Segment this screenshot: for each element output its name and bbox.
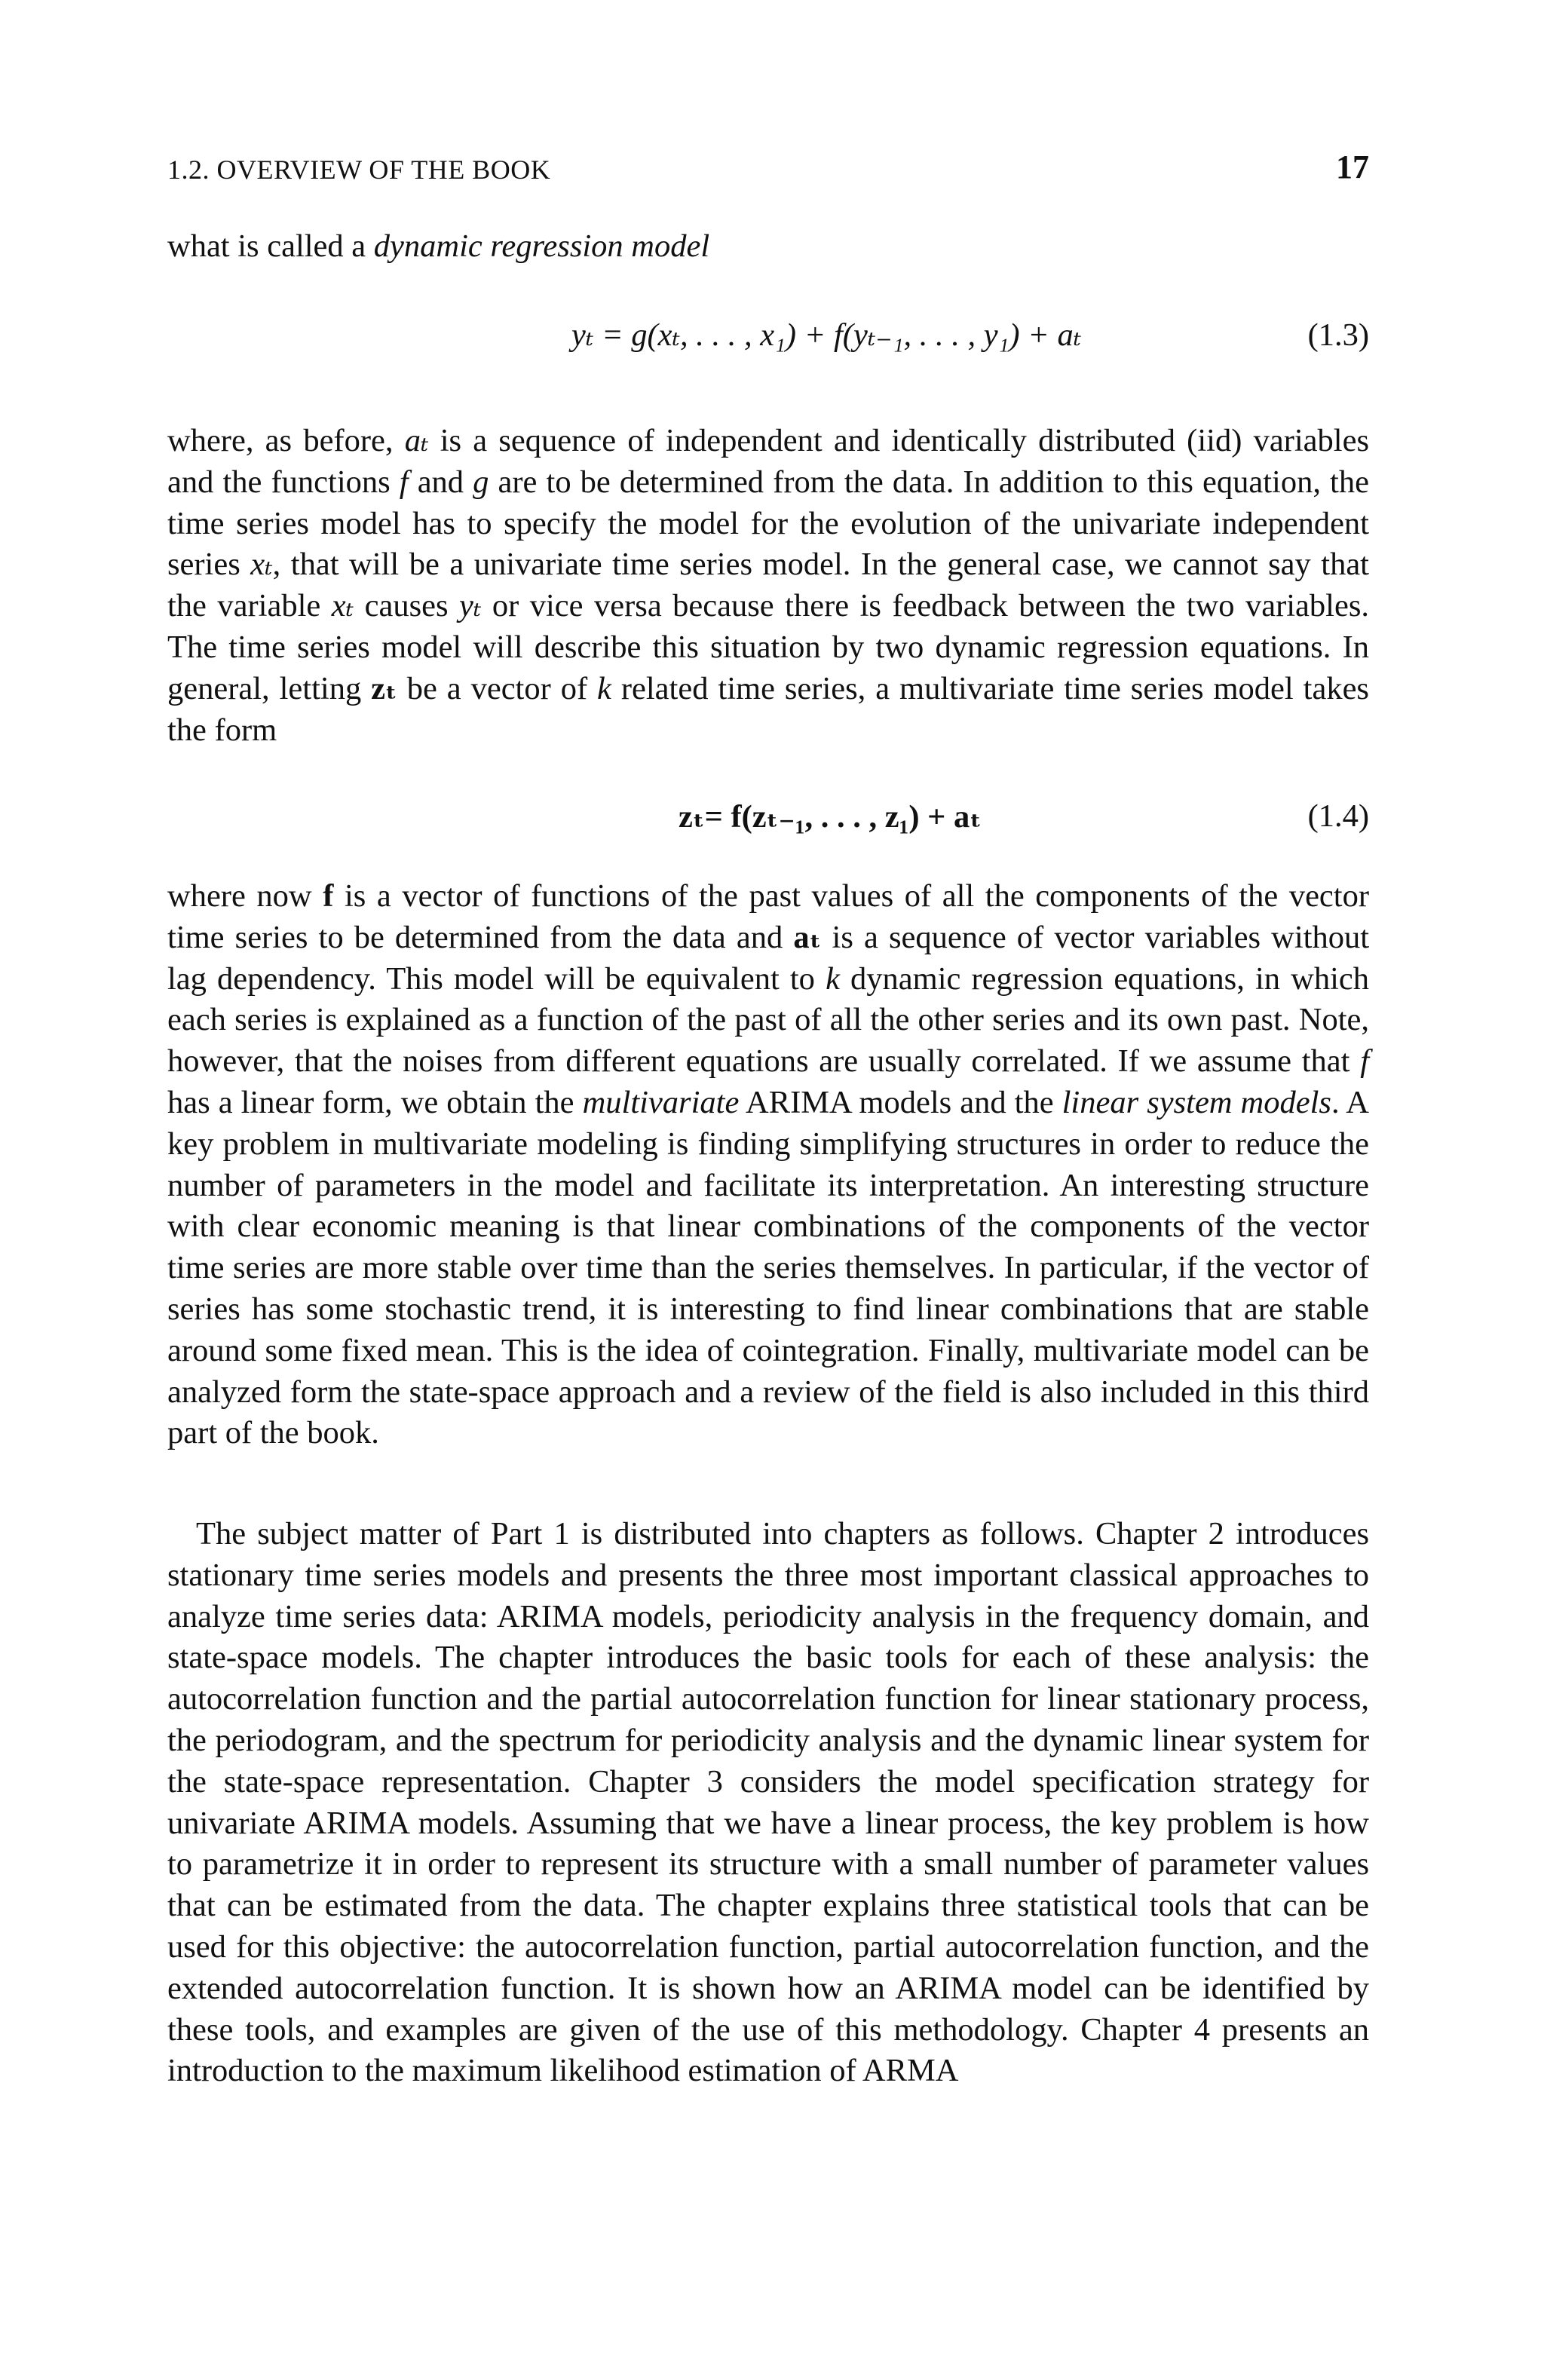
text-run: be a vector of xyxy=(397,670,598,706)
math-symbol: xₜ xyxy=(331,588,354,624)
equation-expression: yₜ = g(xₜ, . . . , x₁) + f(yₜ₋₁, . . . , y₁) + aₜ xyxy=(571,317,1082,353)
math-vector: zₜ xyxy=(371,670,397,706)
math-symbol: f xyxy=(1360,1043,1369,1080)
emphasis: multivariate xyxy=(582,1084,740,1120)
text-run: , that will be a univariate time series model. In the general case, we cannot say that the variable xyxy=(167,547,1369,624)
equation-number: (1.3) xyxy=(1307,317,1369,353)
text-run: has a linear form, we obtain the xyxy=(167,1084,583,1120)
equation-1-3 xyxy=(167,317,1369,362)
lead-text: what is called a xyxy=(167,228,374,264)
paragraph-1 xyxy=(167,421,1369,751)
text-run: and xyxy=(408,464,473,500)
math-symbol: xₜ xyxy=(250,547,273,583)
running-header xyxy=(167,148,1369,193)
paragraph-3: The subject matter of Part 1 is distributed into chapters as follows. Chapter 2 introduces stationary time series models and presents the three most important classical approaches to analyze time series data: ARIMA models, periodicity analysis in the frequency domain, and state-space models. The chapter introduces the basic tools for each of these analysis: the autocorrelation function and the partial autocorrelation function for linear stationary process, the periodogram, and the spectrum for periodicity analysis and the dynamic linear system for the state-space representation. Chapter 3 considers the model specification strategy for univariate ARIMA models. Assuming that we have a linear process, the key problem is how to parametrize it in order to represent its structure with a small number of parameter values that can be estimated from the data. The chapter explains three statistical tools that can be used for this objective: the autocorrelation function, partial autocorrelation function, and the extended autocorrelation function. It is shown how an ARIMA model can be identified by these tools, and examples are given of the use of this methodology. Chapter 4 presents an introduction to the maximum likelihood estimation of ARMA xyxy=(167,1516,1369,2089)
text-run: where now xyxy=(167,878,323,914)
emphasis: linear system models xyxy=(1062,1084,1331,1120)
text-run: is a sequence of vector variables without lag dependency. This model will be equivalent to xyxy=(167,919,1370,997)
text-run: . A key problem in multivariate modeling is finding simplifying structures in order to reduce the number of parameters in the model and facilitate its interpretation. An interesting structure with clear economic meaning is that linear combinations of the components of the vector time series are more stable over time than the series themselves. In particular, if the vector of series has some stochastic trend, it is interesting to find linear combinations that are stable around some fixed mean. This is the idea of cointegration. Finally, multivariate model can be analyzed form the state-space approach and a review of the field is also included in this third part of the book. xyxy=(167,1084,1369,1451)
math-vector: aₜ xyxy=(793,919,822,955)
text-run: dynamic regression equations, in which each series is explained as a function of the past of all the other series and its own past. Note, however, that the noises from different equations are usually correlated. If we assume that xyxy=(167,960,1369,1080)
math-symbol: f xyxy=(399,464,409,500)
math-symbol: yₜ xyxy=(459,588,482,624)
math-symbol: k xyxy=(826,960,840,997)
text-run: where, as before, xyxy=(167,423,405,458)
equation-1-4 xyxy=(167,798,1369,843)
text-run: is a sequence of independent and identically distributed (iid) variables and the functions xyxy=(167,423,1369,500)
paragraph-2 xyxy=(167,876,1369,1454)
equation-number: (1.4) xyxy=(1307,798,1369,834)
lead-term: dynamic regression model xyxy=(373,228,710,264)
text-run: or vice versa because there is feedback between the two variables. The time series model will describe this situation by two dynamic regression equations. In general, letting xyxy=(167,588,1370,706)
math-symbol: k xyxy=(597,670,611,706)
text-run: causes xyxy=(354,588,460,624)
text-run: related time series, a multivariate time series model takes the form xyxy=(167,670,1369,748)
text-run: ARIMA models and the xyxy=(739,1084,1062,1120)
math-vector: f xyxy=(323,878,334,914)
math-symbol: aₜ xyxy=(404,423,429,458)
section-title: 1.2. OVERVIEW OF THE BOOK xyxy=(167,155,551,185)
text-run: is a vector of functions of the past values of all the components of the vector time series to be determined from the data and xyxy=(167,878,1370,955)
equation-expression: zₜ= f(zₜ₋₁, . . . , z₁) + aₜ xyxy=(679,799,982,835)
text-run: are to be determined from the data. In addition to this equation, the time series model has to specify the model for the evolution of the univariate independent series xyxy=(167,464,1369,583)
lead-sentence xyxy=(167,226,1369,268)
math-symbol: g xyxy=(473,464,489,500)
page-number: 17 xyxy=(1336,149,1369,185)
